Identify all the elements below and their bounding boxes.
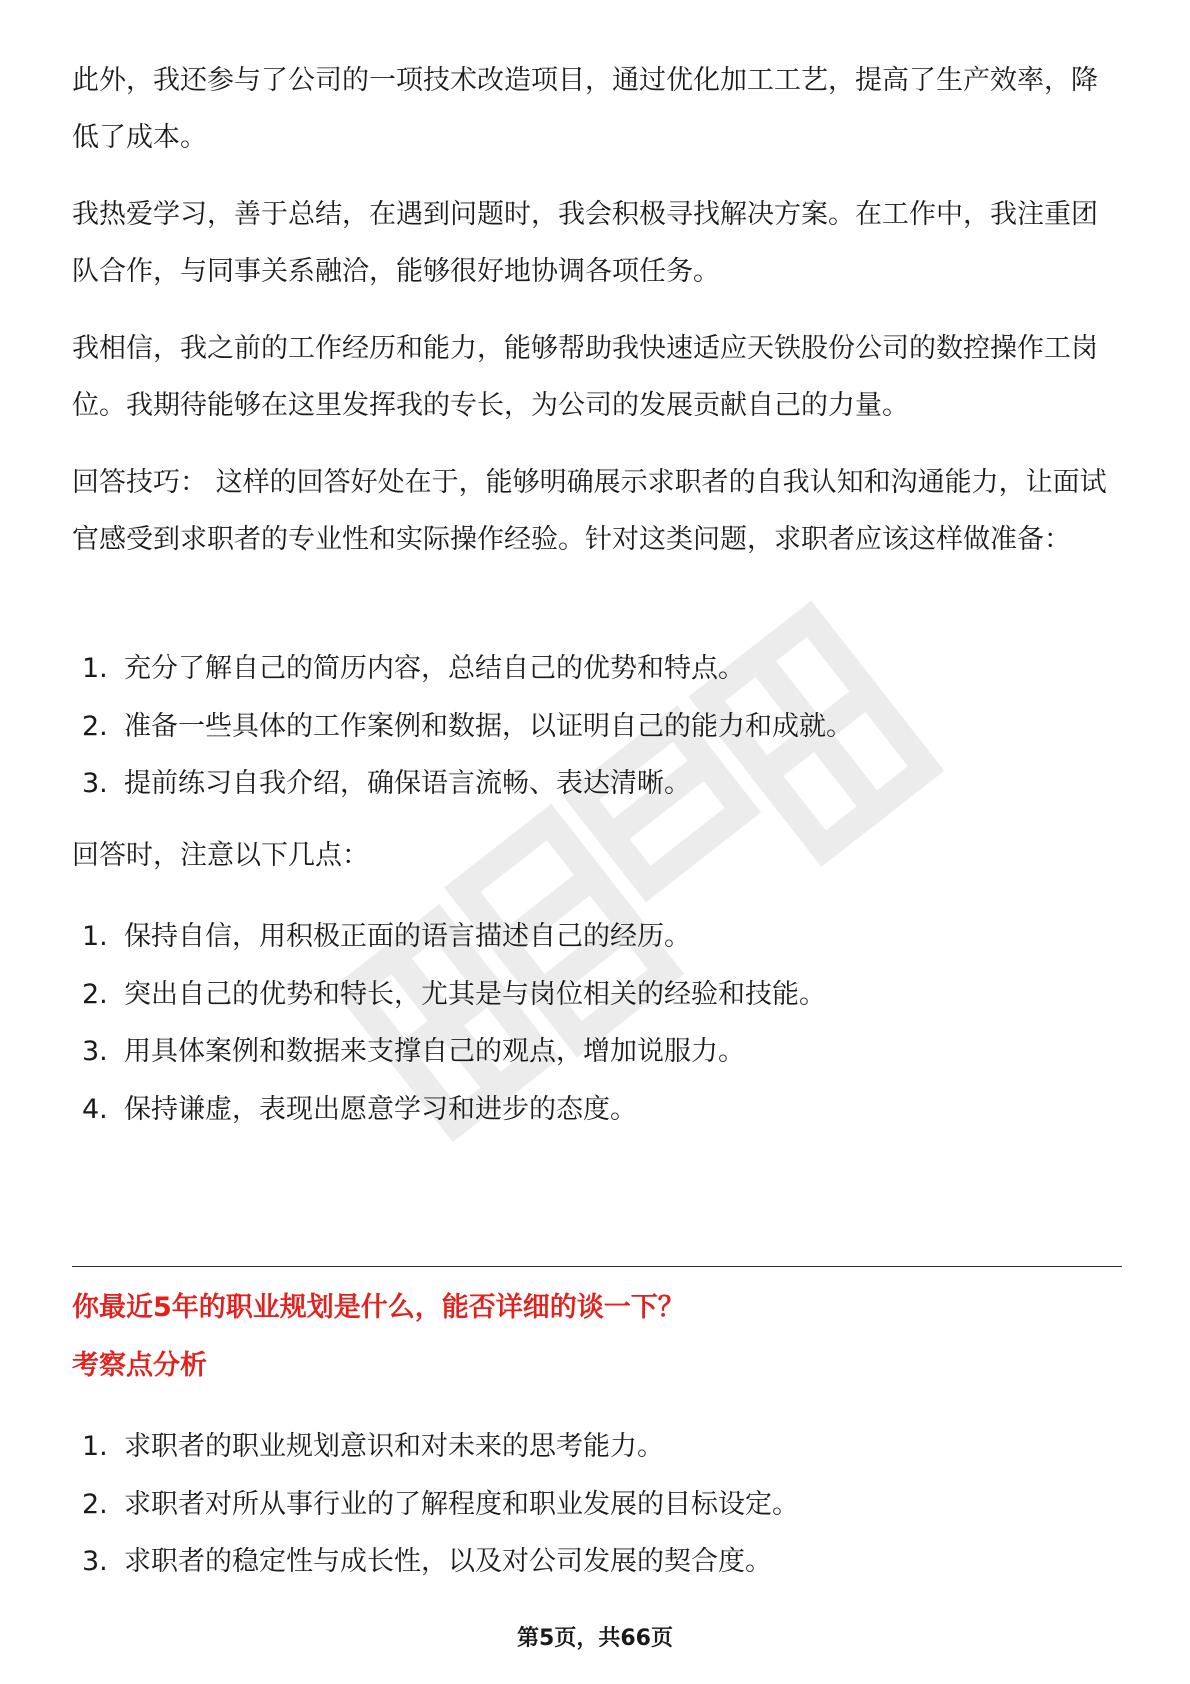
list-item-text: 保持自信，用积极正面的语言描述自己的经历。 bbox=[124, 921, 691, 952]
list-item bbox=[82, 1023, 1122, 1081]
list-item-text: 充分了解自己的简历内容，总结自己的优势和特点。 bbox=[124, 653, 745, 684]
list-number: 1. bbox=[82, 921, 108, 952]
list-item bbox=[82, 1081, 1122, 1139]
list-item bbox=[82, 755, 1122, 813]
list-item-text: 提前练习自我介绍，确保语言流畅、表达清晰。 bbox=[124, 768, 691, 799]
list-item-text: 求职者的职业规划意识和对未来的思考能力。 bbox=[124, 1431, 664, 1462]
list-item bbox=[82, 1418, 1122, 1476]
list-number: 3. bbox=[82, 1546, 108, 1577]
page-number: 第5页，共66页 bbox=[517, 1626, 673, 1651]
list-item bbox=[82, 1533, 1122, 1591]
list-number: 1. bbox=[82, 1431, 108, 1462]
list-number: 1. bbox=[82, 653, 108, 684]
paragraph-answer-tips: 回答技巧： 这样的回答好处在于，能够明确展示求职者的自我认知和沟通能力，让面试官感受到求职者的专业性和实际操作经验。针对这类问题，求职者应该这样做准备： bbox=[72, 467, 1107, 555]
paragraph-learning-teamwork: 我热爱学习，善于总结，在遇到问题时，我会积极寻找解决方案。在工作中，我注重团队合作，与同事关系融洽，能够很好地协调各项任务。 bbox=[72, 199, 1098, 287]
list-item-text: 求职者对所从事行业的了解程度和职业发展的目标设定。 bbox=[124, 1488, 799, 1520]
list-number: 3. bbox=[82, 1036, 108, 1067]
paragraph-answer-notes: 回答时，注意以下几点： bbox=[72, 840, 369, 871]
list-number: 4. bbox=[82, 1093, 108, 1125]
list-number: 2. bbox=[82, 978, 108, 1010]
list-item-text: 保持谦虚，表现出愿意学习和进步的态度。 bbox=[124, 1093, 637, 1125]
list-item bbox=[82, 640, 1122, 698]
list-item-text: 准备一些具体的工作案例和数据，以证明自己的能力和成就。 bbox=[124, 710, 853, 742]
question-title: 你最近5年的职业规划是什么，能否详细的谈一下？ bbox=[72, 1292, 685, 1323]
answer-list bbox=[82, 908, 1122, 1138]
list-item-text: 突出自己的优势和特长，尤其是与岗位相关的经验和技能。 bbox=[124, 978, 826, 1010]
list-number: 2. bbox=[82, 710, 108, 742]
list-item bbox=[82, 1476, 1122, 1534]
prep-list bbox=[82, 640, 1122, 813]
list-number: 3. bbox=[82, 768, 108, 799]
list-number: 2. bbox=[82, 1488, 108, 1520]
paragraph-confidence: 我相信，我之前的工作经历和能力，能够帮助我快速适应天铁股份公司的数控操作工岗位。我期待能够在这里发挥我的专长，为公司的发展贡献自己的力量。 bbox=[72, 333, 1098, 421]
paragraph-tech-project: 此外，我还参与了公司的一项技术改造项目，通过优化加工工艺，提高了生产效率，降低了成本。 bbox=[72, 65, 1098, 153]
list-item bbox=[82, 698, 1122, 756]
analysis-list bbox=[82, 1418, 1122, 1591]
list-item-text: 用具体案例和数据来支撑自己的观点，增加说服力。 bbox=[124, 1036, 745, 1067]
analysis-heading: 考察点分析 bbox=[72, 1350, 207, 1381]
list-item bbox=[82, 966, 1122, 1024]
list-item-text: 求职者的稳定性与成长性，以及对公司发展的契合度。 bbox=[124, 1546, 772, 1577]
list-item bbox=[82, 908, 1122, 966]
section-divider bbox=[72, 1266, 1122, 1267]
